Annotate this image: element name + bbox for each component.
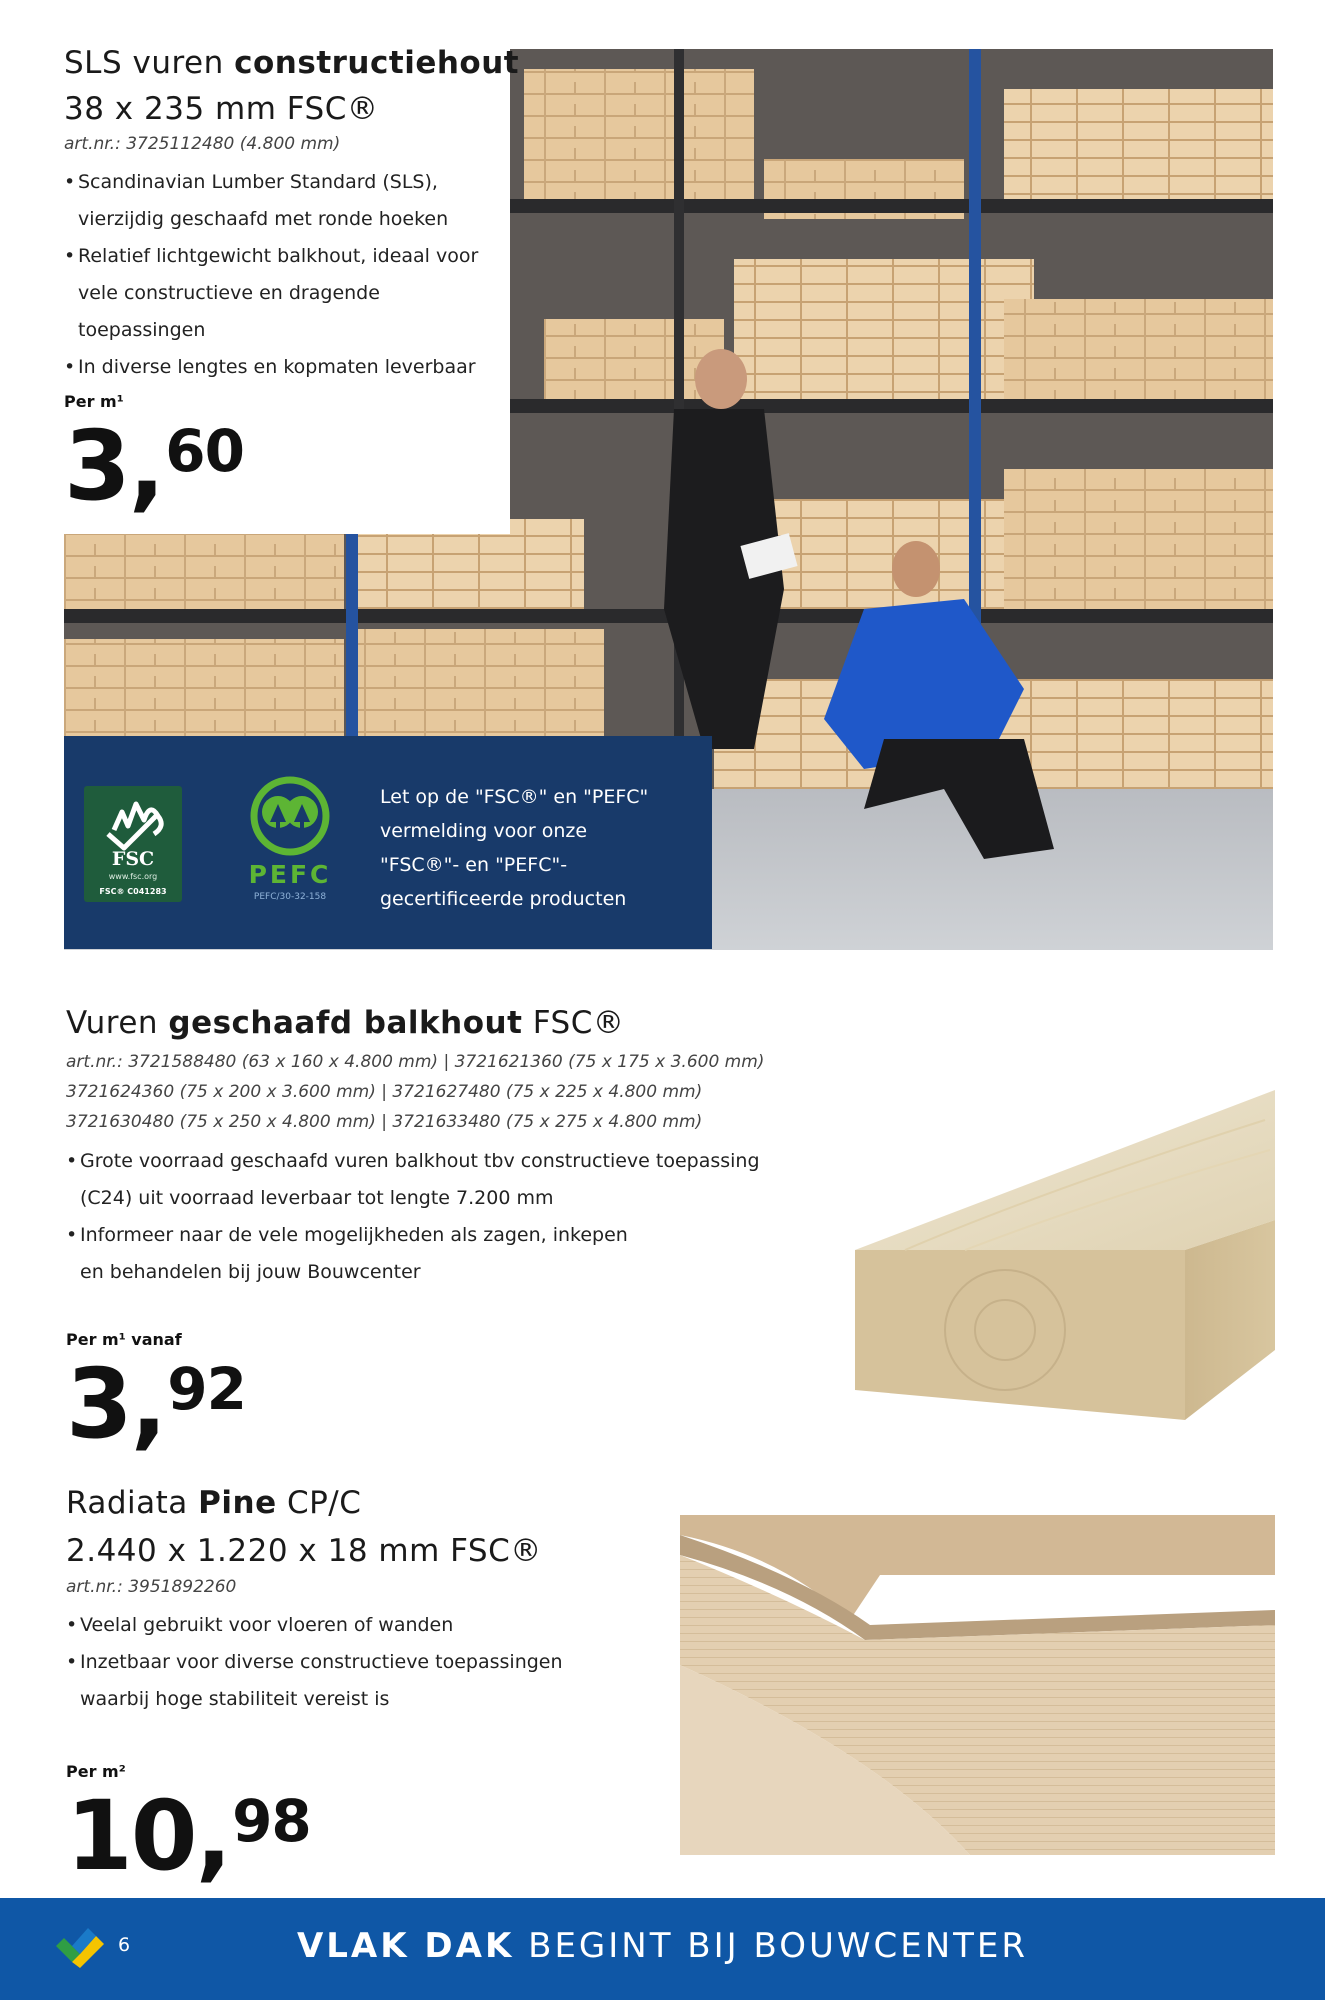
balkhout-title-bold: geschaafd balkhout <box>168 1005 523 1041</box>
balkhout-title <box>66 1003 786 1043</box>
radiata-title-normal: Radiata <box>66 1485 199 1521</box>
sls-bullet: • In diverse lengtes en kopmaten leverbaar <box>64 349 504 386</box>
fsc-logo <box>84 786 182 902</box>
balkhout-bullet: • Informeer naar de vele mogelijkheden als zagen, inkepen en behandelen bij jouw Bouwcenter <box>66 1217 786 1291</box>
fsc-code: FSC® C041283 <box>99 887 167 896</box>
sls-artnr: art.nr.: 3725112480 (4.800 mm) <box>64 134 341 154</box>
radiata-title-suffix: CP/C <box>276 1485 362 1521</box>
radiata-title <box>66 1483 666 1523</box>
footer-tagline <box>0 1926 1325 1966</box>
fsc-tree-icon <box>84 786 182 902</box>
balkhout-image <box>845 1080 1275 1440</box>
balkhout-price-dec: 92 <box>167 1355 246 1423</box>
page-number: 6 <box>118 1934 131 1956</box>
balkhout-artnr-line: 3721630480 (75 x 250 x 4.800 mm) | 3721633480 (75 x 275 x 4.800 mm) <box>66 1112 703 1132</box>
radiata-plywood-image <box>680 1515 1275 1855</box>
balkhout-price-int: 3 <box>66 1348 131 1460</box>
sls-unit: Per m¹ <box>64 392 124 411</box>
sls-bullets <box>64 164 504 386</box>
balkhout-artnr-line: 3721624360 (75 x 200 x 3.600 mm) | 3721627480 (75 x 225 x 4.800 mm) <box>66 1082 703 1102</box>
radiata-unit: Per m² <box>66 1762 126 1781</box>
balkhout-artnr-line: art.nr.: 3721588480 (63 x 160 x 4.800 mm) | 3721621360 (75 x 175 x 3.600 mm) <box>66 1052 765 1072</box>
radiata-bullets <box>66 1607 666 1718</box>
pefc-trees-icon <box>234 776 346 860</box>
radiata-price: 10,98 <box>66 1780 311 1892</box>
sls-price: 3,60 <box>64 410 244 522</box>
radiata-section <box>66 1483 666 1718</box>
radiata-bullet: • Veelal gebruikt voor vloeren of wanden <box>66 1607 666 1644</box>
sls-title-bold: constructiehout <box>234 45 520 81</box>
fsc-url: www.fsc.org <box>108 872 158 881</box>
sls-product-box <box>40 40 520 534</box>
radiata-bullet: • Inzetbaar voor diverse constructieve toepassingen waarbij hoge stabiliteit vereist is <box>66 1644 666 1718</box>
sls-dimensions: 38 x 235 mm FSC® <box>64 91 379 127</box>
sls-product-title <box>64 43 519 83</box>
sls-title-normal: SLS vuren <box>64 45 235 81</box>
balkhout-price: 3,92 <box>66 1348 246 1460</box>
balkhout-title-suffix: FSC® <box>522 1005 625 1041</box>
radiata-title-bold: Pine <box>198 1485 277 1521</box>
balkhout-bullets <box>66 1143 786 1291</box>
sls-price-int: 3 <box>64 410 129 522</box>
balkhout-title-normal: Vuren <box>66 1005 169 1041</box>
balkhout-bullet: • Grote voorraad geschaafd vuren balkhout tbv constructieve toepassing (C24) uit voorraad leverbaar tot lengte 7.200 mm <box>66 1143 786 1217</box>
pefc-label: PEFC <box>248 860 332 889</box>
balkhout-unit: Per m¹ vanaf <box>66 1330 182 1349</box>
certification-banner <box>64 736 712 949</box>
tagline-rest: BEGINT BIJ BOUWCENTER <box>514 1926 1029 1966</box>
footer-bar <box>0 1898 1325 2000</box>
sls-bullet: • Relatief lichtgewicht balkhout, ideaal voor vele constructieve en dragende toepassingen <box>64 238 504 349</box>
tagline-bold: VLAK DAK <box>296 1926 515 1966</box>
fsc-label: FSC <box>111 848 155 870</box>
sls-bullet: • Scandinavian Lumber Standard (SLS), vierzijdig geschaafd met ronde hoeken <box>64 164 504 238</box>
radiata-artnr: art.nr.: 3951892260 <box>66 1577 237 1597</box>
radiata-dimensions: 2.440 x 1.220 x 18 mm FSC® <box>66 1533 542 1569</box>
pefc-code: PEFC/30-32-158 <box>253 892 327 902</box>
radiata-price-int: 10 <box>66 1780 196 1892</box>
radiata-price-dec: 98 <box>232 1787 311 1855</box>
pefc-logo <box>234 776 346 908</box>
sls-price-dec: 60 <box>165 417 244 485</box>
balkhout-artnr-list <box>66 1047 786 1137</box>
balkhout-section <box>66 1003 786 1291</box>
certification-note: Let op de "FSC®" en "PEFC" vermelding voor onze "FSC®"- en "PEFC"- gecertificeerde producten <box>380 786 649 910</box>
